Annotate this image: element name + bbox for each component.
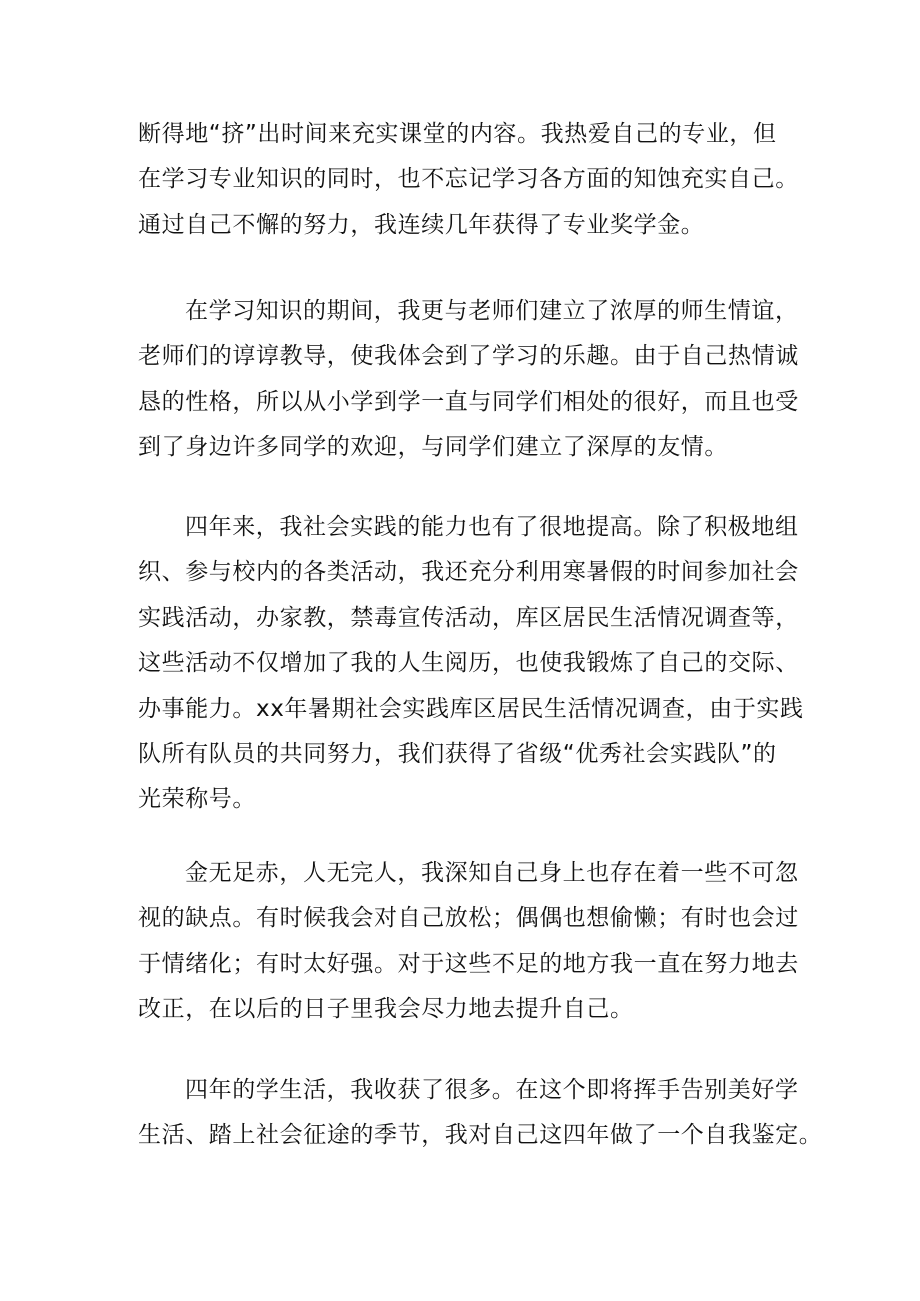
text-line: 在学习知识的期间，我更与老师们建立了浓厚的师生情谊，: [185, 298, 799, 324]
text-line: 生活、踏上社会征途的季节，我对自己这四年做了一个自我鉴定。: [138, 1122, 823, 1149]
text-line: 在学习专业知识的同时，也不忘记学习各方面的知蚀充实自己。: [138, 166, 799, 193]
text-line: 办事能力。xx年暑期社会实践库区居民生活情况调查，由于实践: [138, 695, 804, 722]
paragraph-1: [138, 112, 798, 248]
paragraph-2: [138, 289, 798, 471]
text-line: 队所有队员的共同努力，我们获得了省级“优秀社会实践队”的: [138, 741, 777, 768]
text-line: 老师们的谆谆教导，使我体会到了学习的乐趣。由于自己热情诚: [138, 343, 799, 370]
text-line: 四年的学生活，我收获了很多。在这个即将挥手告别美好学: [185, 1077, 799, 1103]
paragraph-5: [138, 1068, 823, 1159]
paragraph-3: [138, 505, 804, 823]
text-line: 到了身边许多同学的欢迎，与同学们建立了深厚的友情。: [138, 434, 728, 461]
text-line: 断得地“挤”出时间来充实课堂的内容。我热爱自己的专业，但: [138, 121, 777, 147]
text-line: 视的缺点。有时候我会对自己放松；偶偶也想偷懒；有时也会过: [138, 905, 799, 932]
paragraph-4: [138, 851, 798, 1033]
text-line: 四年来，我社会实践的能力也有了很地提高。除了积极地组: [185, 514, 799, 540]
text-line: 恳的性格，所以从小学到学一直与同学们相处的很好，而且也受: [138, 388, 799, 415]
text-line: 于情绪化；有时太好强。对于这些不足的地方我一直在努力地去: [138, 950, 799, 977]
text-line: 光荣称号。: [138, 786, 256, 813]
text-line: 织、参与校内的各类活动，我还充分利用寒暑假的时间参加社会: [138, 559, 799, 586]
text-line: 改正，在以后的日子里我会尽力地去提升自己。: [138, 996, 634, 1023]
text-line: 这些活动不仅增加了我的人生阅历，也使我锻炼了自己的交际、: [138, 650, 799, 677]
text-line: 实践活动，办家教，禁毒宣传活动，库区居民生活情况调查等，: [138, 604, 799, 631]
text-line: 金无足赤，人无完人，我深知自己身上也存在着一些不可忽: [185, 860, 799, 886]
text-line: 通过自己不懈的努力，我连续几年获得了专业奖学金。: [138, 211, 705, 238]
